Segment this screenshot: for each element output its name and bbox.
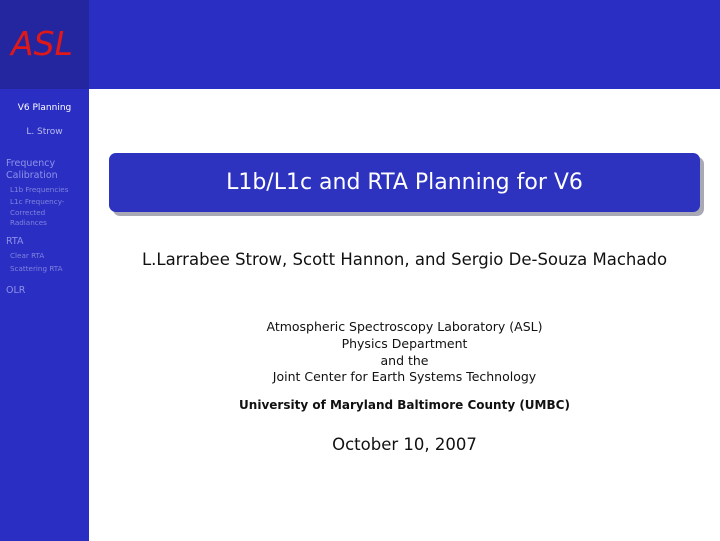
- institute-line-department: Physics Department: [341, 336, 468, 351]
- slide-title: L1b/L1c and RTA Planning for V6: [226, 170, 583, 195]
- authors: L.Larrabee Strow, Scott Hannon, and Sergio De-Souza Machado: [141, 250, 668, 269]
- sidebar-author[interactable]: L. Strow: [26, 127, 63, 137]
- university: University of Maryland Baltimore County (UMBC): [239, 398, 570, 412]
- nav-section-olr[interactable]: OLR: [6, 285, 26, 296]
- nav-subsection-l1c-radiances[interactable]: L1c Frequency-Corrected Radiances: [10, 197, 65, 227]
- asl-logo: ASL: [11, 24, 73, 63]
- nav-section-rta[interactable]: RTA: [6, 236, 24, 247]
- presentation-date: October 10, 2007: [332, 435, 477, 454]
- nav-subsection-scattering-rta[interactable]: Scattering RTA: [10, 264, 63, 273]
- header-bar: [89, 0, 720, 89]
- nav-subsection-clear-rta[interactable]: Clear RTA: [10, 251, 45, 260]
- institute-line-and-the: and the: [380, 353, 429, 368]
- sidebar-short-title[interactable]: V6 Planning: [17, 103, 72, 113]
- logo-box: [0, 0, 89, 89]
- nav-section-frequency-calibration[interactable]: Frequency Calibration: [6, 158, 58, 181]
- institute-line-jcet: Joint Center for Earth Systems Technology: [272, 369, 537, 384]
- nav-subsection-l1b-frequencies[interactable]: L1b Frequencies: [10, 185, 69, 194]
- institute-line-lab: Atmospheric Spectroscopy Laboratory (ASL): [266, 319, 543, 334]
